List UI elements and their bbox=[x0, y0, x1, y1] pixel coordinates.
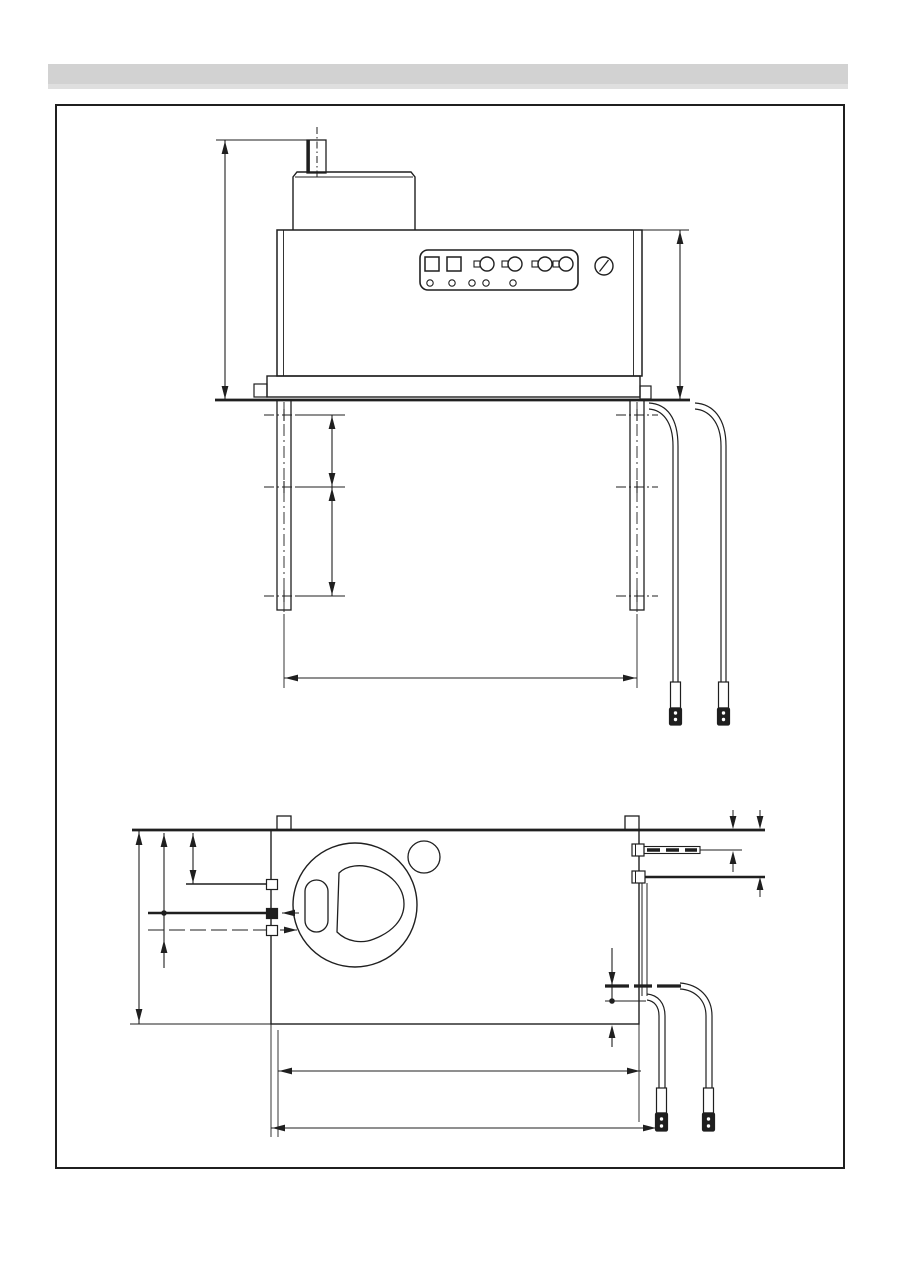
dimension-arrow bbox=[609, 972, 616, 985]
dimension-arrow bbox=[329, 488, 336, 501]
hose-1-connector bbox=[670, 708, 682, 725]
dimension-arrow bbox=[161, 940, 168, 953]
left-mounting-tab bbox=[277, 816, 291, 830]
dimension-arrow bbox=[677, 386, 684, 399]
dimension-arrow bbox=[730, 816, 737, 829]
front-view-drawing bbox=[215, 127, 730, 725]
dimension-arrow bbox=[677, 231, 684, 244]
dimension-arrow bbox=[222, 386, 229, 399]
dimension-arrow bbox=[329, 473, 336, 486]
knob-4-stem bbox=[553, 261, 559, 267]
dimension-arrow bbox=[222, 141, 229, 154]
water-connector bbox=[632, 871, 645, 883]
hose-1-inner bbox=[649, 409, 673, 682]
control-panel bbox=[420, 250, 578, 290]
gas-hose-1-inner bbox=[680, 989, 706, 1088]
dimension-arrow bbox=[279, 1068, 292, 1075]
dimension-arrow bbox=[623, 675, 636, 682]
gas-hose-1-sleeve bbox=[704, 1088, 714, 1113]
dimension-arrow bbox=[272, 1125, 285, 1132]
hose-1-sleeve bbox=[671, 682, 681, 708]
connector-detail bbox=[722, 711, 725, 714]
edge-connector-1 bbox=[267, 880, 278, 890]
right-mounting-tab bbox=[625, 816, 639, 830]
dimension-arrow bbox=[609, 1025, 616, 1038]
left-foot bbox=[254, 384, 267, 397]
dimension-arrow bbox=[757, 877, 764, 890]
gauge-needle bbox=[600, 260, 609, 272]
leader-arrow bbox=[282, 910, 295, 917]
hose-2-inner bbox=[695, 409, 721, 682]
knob-2-stem bbox=[502, 261, 508, 267]
burner-insert bbox=[337, 866, 404, 942]
hose-2-connector bbox=[718, 708, 730, 725]
top-view-drawing bbox=[130, 810, 765, 1137]
dimension-arrow bbox=[627, 1068, 640, 1075]
connector-detail bbox=[707, 1124, 710, 1127]
knob-4 bbox=[559, 257, 573, 271]
burner-door bbox=[293, 843, 417, 967]
panel-switch-1 bbox=[425, 257, 439, 271]
dimension-arrow bbox=[190, 834, 197, 847]
knob-1 bbox=[480, 257, 494, 271]
dimension-arrow bbox=[285, 675, 298, 682]
knob-3 bbox=[538, 257, 552, 271]
dimension-arrow bbox=[757, 816, 764, 829]
gas-hose-2-outer bbox=[647, 994, 665, 1088]
indicator-light-5 bbox=[510, 280, 516, 286]
dimension-arrow bbox=[136, 832, 143, 845]
knob-1-stem bbox=[474, 261, 480, 267]
hose-2-sleeve bbox=[719, 682, 729, 708]
panel-switch-2 bbox=[447, 257, 461, 271]
indicator-light-3 bbox=[469, 280, 475, 286]
connector-detail bbox=[707, 1117, 710, 1120]
hose-1-outer bbox=[649, 403, 678, 682]
cabinet-base bbox=[267, 376, 640, 397]
dimension-arrow bbox=[161, 834, 168, 847]
knob-3-stem bbox=[532, 261, 538, 267]
header-bar bbox=[48, 64, 848, 89]
leader-arrow bbox=[284, 927, 297, 934]
dimension-arrow bbox=[329, 416, 336, 429]
right-foot bbox=[640, 386, 651, 399]
handle-slot bbox=[305, 880, 328, 932]
flue-collar bbox=[293, 172, 415, 230]
dimension-arrow bbox=[643, 1125, 656, 1132]
gas-hose-2-inner bbox=[647, 1000, 659, 1088]
header-band-light bbox=[48, 84, 848, 89]
dimension-arrow bbox=[329, 582, 336, 595]
knob-2 bbox=[508, 257, 522, 271]
gas-hose-1-outer bbox=[680, 983, 712, 1088]
dimension-arrow bbox=[136, 1009, 143, 1022]
indicator-light-1 bbox=[427, 280, 433, 286]
dimension-arrow bbox=[730, 851, 737, 864]
indicator-light-2 bbox=[449, 280, 455, 286]
connector-detail bbox=[674, 711, 677, 714]
gas-bolt-head bbox=[632, 844, 644, 856]
gas-hose-2-connector bbox=[656, 1113, 668, 1131]
gas-hose-1-connector bbox=[703, 1113, 715, 1131]
cabinet-body bbox=[277, 230, 642, 376]
inspection-port bbox=[408, 841, 440, 873]
connector-detail bbox=[722, 718, 725, 721]
dimension-arrow bbox=[190, 870, 197, 883]
connector-detail bbox=[660, 1117, 663, 1120]
connector-detail bbox=[674, 718, 677, 721]
edge-connector-3 bbox=[267, 926, 278, 936]
connector-detail bbox=[660, 1124, 663, 1127]
indicator-light-4 bbox=[483, 280, 489, 286]
header-band bbox=[48, 64, 848, 84]
edge-connector-2 bbox=[267, 909, 278, 919]
gas-hose-2-sleeve bbox=[657, 1088, 667, 1113]
